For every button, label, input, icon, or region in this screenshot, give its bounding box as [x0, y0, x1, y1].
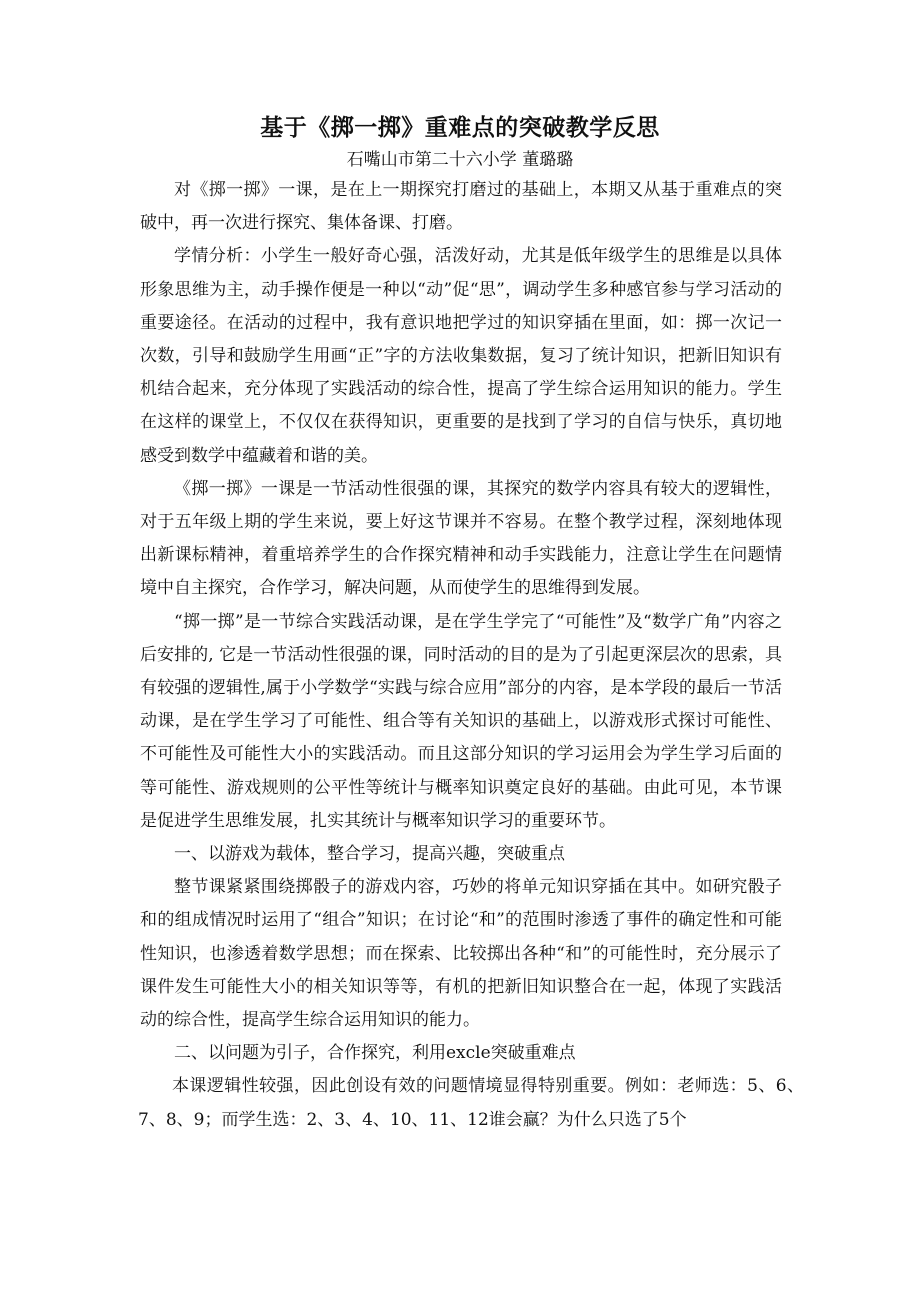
paragraph-activity-description: “掷一掷”是一节综合实践活动课，是在学生学完了“可能性”及“数学广角”内容之后安排的, 它是一节活动性很强的课，同时活动的目的是为了引起更深层次的思索，具有较强的逻辑性,属于小学数学“实践与综合应用”部分的内容，是本学段的最后一节活动课，是在学生学习了可能性、组合等有关知识的基础上，以游戏形式探讨可能性、不可能性及可能性大小的实践活动。而且这部分知识的学习运用会为学生学习后面的等可能性、游戏规则的公平性等统计与概率知识奠定良好的基础。由此可见，本节课是促进学生思维发展，扎实其统计与概率知识学习的重要环节。 [140, 611, 782, 831]
paragraph-student-analysis: 学情分析：小学生一般好奇心强，活泼好动，尤其是低年级学生的思维是以具体形象思维为主，动手操作便是一种以“动”促“思”，调动学生多种感官参与学习活动的重要途径。在活动的过程中，我有意识地把学过的知识穿插在里面，如：掷一次记一次数，引导和鼓励学生用画“正”字的方法收集数据，复习了统计知识，把新旧知识有机结合起来，充分体现了实践活动的综合性，提高了学生综合运用知识的能力。学生在这样的课堂上，不仅仅在获得知识，更重要的是找到了学习的自信与快乐，真切地感受到数学中蕴藏着和谐的美。 [140, 246, 782, 466]
section-heading-1: 一、以游戏为载体，整合学习，提高兴趣，突破重点 [174, 844, 565, 865]
document-body [138, 174, 804, 1137]
paragraph-section-1: 整节课紧紧围绕掷骰子的游戏内容，巧妙的将单元知识穿插在其中。如研究骰子和的组成情况时运用了“组合”知识；在讨论“和”的范围时渗透了事件的确定性和可能性知识，也渗透着数学思想；而在探索、比较掷出各种“和”的可能性时，充分展示了课件发生可能性大小的相关知识等等，有机的把新旧知识整合在一起，体现了实践活动的综合性，提高学生综合运用知识的能力。 [140, 877, 782, 1031]
paragraph-section-2: 本课逻辑性较强，因此创设有效的问题情境显得特别重要。例如：老师选：5、6、7、8、9；而学生选：2、3、4、10、11、12谁会赢？为什么只选了5个 [138, 1076, 804, 1130]
document-author: 石嘴山市第二十六小学 董璐璐 [346, 150, 574, 170]
document-title: 基于《掷一掷》重难点的突破教学反思 [260, 114, 660, 141]
paragraph-intro: 对《掷一掷》一课，是在上一期探究打磨过的基础上，本期又从基于重难点的突破中，再一次进行探究、集体备课、打磨。 [140, 180, 782, 234]
paragraph-lesson-overview: 《掷一掷》一课是一节活动性很强的课，其探究的数学内容具有较大的逻辑性，对于五年级上期的学生来说，要上好这节课并不容易。在整个教学过程，深刻地体现出新课标精神，着重培养学生的合作探究精神和动手实践能力，注意让学生在问题情境中自主探究，合作学习，解决问题，从而使学生的思维得到发展。 [140, 478, 782, 599]
section-heading-2: 二、以问题为引子，合作探究，利用excle突破重难点 [174, 1043, 576, 1064]
